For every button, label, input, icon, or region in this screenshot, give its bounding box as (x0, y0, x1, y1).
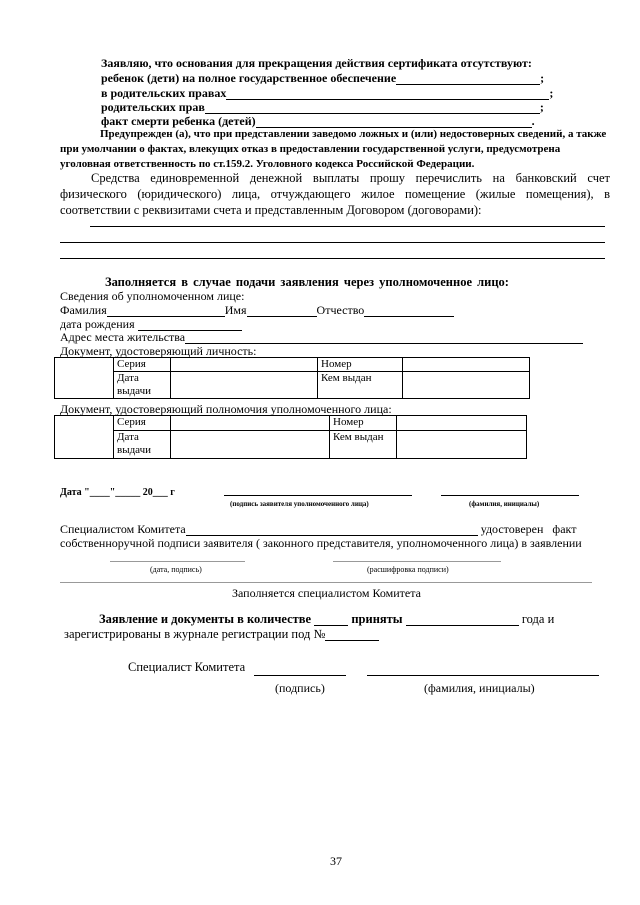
authority-doc-label: Документ, удостоверяющий полномочия уполномоченного лица: (60, 402, 392, 416)
address-field[interactable] (185, 332, 583, 344)
specialist-signature-line[interactable] (254, 675, 346, 676)
decl-line-child-death: факт смерти ребенка (детей) . (101, 114, 535, 128)
fio-caption: (фамилия, инициалы) (469, 500, 540, 508)
rep-address-row: Адрес места жительства (60, 330, 583, 344)
acceptance-date-field[interactable] (406, 613, 519, 626)
staff-section-heading: Заполняется специалистом Комитета (232, 586, 421, 600)
authority-document-table: Серия Номер Дата выдачи Кем выдан (54, 415, 527, 459)
committee-verify-row: Специалистом Комитета удостоверен факт (60, 522, 577, 536)
bank-details-line-1[interactable] (90, 226, 605, 227)
specialist-label: Специалист Комитета (128, 660, 246, 674)
bank-transfer-paragraph: Средства единовременной денежной выплаты прошу перечислить на банковский счет физического (юридического) лица, отчуждающего жилое помещение (жилые помещения), в соответствии с реквизитами счета и представленным Договором (договорами): (60, 171, 610, 217)
specialist-fio-caption: (фамилия, инициалы) (424, 681, 535, 695)
auth-series-cell[interactable] (171, 416, 330, 431)
staff-section-divider (60, 582, 592, 583)
signature-caption: (подпись заявителя уполномоченного лица) (230, 500, 369, 508)
id-issued-by-cell[interactable] (403, 372, 530, 399)
committee-decode-line[interactable] (333, 561, 501, 562)
docs-count-field[interactable] (314, 613, 348, 626)
representative-heading: Заполняется в случае подачи заявления через уполномоченное лицо: (105, 275, 509, 289)
applicant-name-line[interactable] (441, 495, 579, 496)
decl-line-parental-restricted: в родительских правах ; (101, 86, 554, 100)
register-row: зарегистрированы в журнале регистрации под № (64, 627, 379, 641)
specialist-name-line[interactable] (367, 675, 599, 676)
applicant-signature-line[interactable] (224, 495, 412, 496)
id-number-cell[interactable] (403, 358, 530, 372)
id-doc-label: Документ, удостоверяющий личность: (60, 344, 257, 358)
rep-name-row: Фамилия Имя Отчество (60, 303, 454, 317)
page-number: 37 (330, 854, 342, 868)
rep-info-label: Сведения об уполномоченном лице: (60, 289, 245, 303)
id-series-cell[interactable] (171, 358, 318, 372)
id-issue-date-cell[interactable] (171, 372, 318, 399)
decode-caption: (расшифровка подписи) (367, 565, 449, 574)
declaration-heading: Заявляю, что основания для прекращения действия сертификата отсутствуют: (101, 56, 532, 70)
bank-details-line-2[interactable] (60, 242, 605, 243)
committee-date-sig-line[interactable] (110, 561, 245, 562)
specialist-sig-caption: (подпись) (275, 681, 325, 695)
id-document-table: Серия Номер Дата выдачи Кем выдан (54, 357, 530, 399)
surname-field[interactable] (107, 305, 225, 317)
rep-dob-row: дата рождения (60, 317, 242, 331)
auth-number-cell[interactable] (397, 416, 527, 431)
decl-line-state-care: ребенок (дети) на полное государственное обеспечение ; (101, 71, 545, 85)
name-field[interactable] (247, 305, 317, 317)
accepted-docs-row: Заявление и документы в количестве приняты года и (99, 612, 555, 626)
register-number-field[interactable] (325, 628, 379, 641)
auth-issue-date-cell[interactable] (171, 430, 330, 458)
bank-details-line-3[interactable] (60, 258, 605, 259)
liability-warning: Предупрежден (а), что при представлении заведомо ложных и (или) недостоверных сведений, а также при умолчании о фактах, влекущих отказ в предоставлении государственной услуги, предусмотрена уголовная ответственность по ст.159.2. Уголовного кодекса Российской Федерации. (60, 128, 607, 170)
committee-verify-continued: собственноручной подписи заявителя ( законного представителя, уполномоченного лица) в заявлении (60, 536, 582, 550)
date-line[interactable]: Дата "____"_____ 20___ г (60, 487, 175, 498)
committee-specialist-field[interactable] (186, 524, 478, 536)
decl-line-parental-deprived: родительских прав ; (101, 100, 544, 114)
auth-issued-by-cell[interactable] (397, 430, 527, 458)
date-signature-caption: (дата, подпись) (150, 565, 202, 574)
patronymic-field[interactable] (364, 305, 454, 317)
